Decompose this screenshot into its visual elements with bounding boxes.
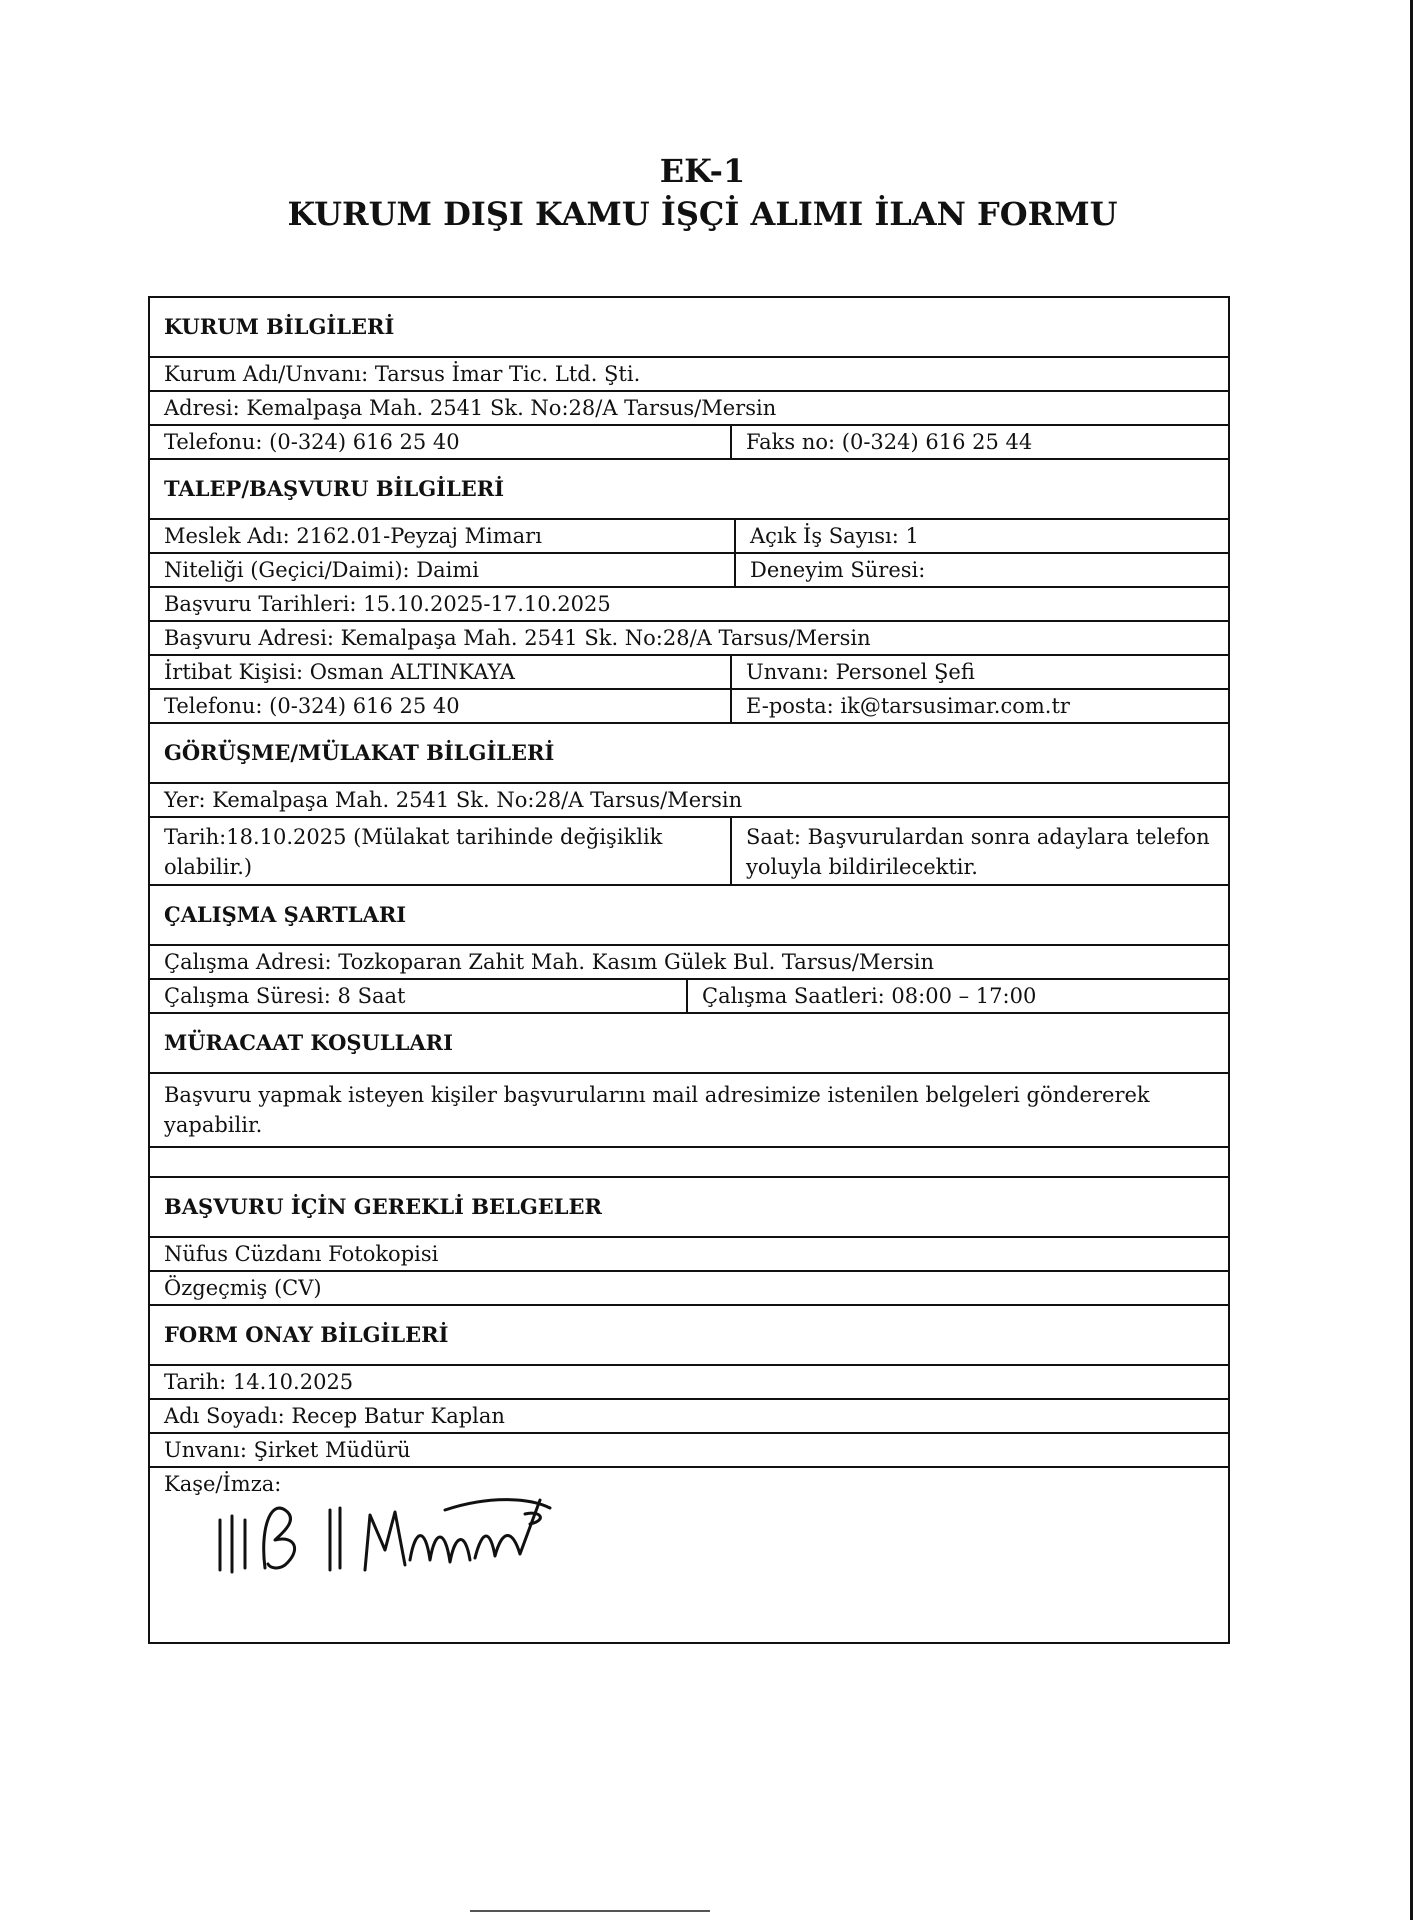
row-kase-imza — [150, 1468, 1228, 1642]
muracaat-kosullari: Başvuru yapmak isteyen kişiler başvurularını mail adresimize istenilen belgeleri göndererek yapabilir. — [164, 1083, 1150, 1137]
row-basvuru-adresi — [150, 622, 1228, 656]
irtibat-unvan: Unvanı: Personel Şefi — [730, 656, 1228, 688]
row-gorusme-yer — [150, 784, 1228, 818]
row-kurum-adi — [150, 358, 1228, 392]
meslek-adi: Meslek Adı: 2162.01-Peyzaj Mimarı — [164, 524, 542, 548]
section-title: FORM ONAY BİLGİLERİ — [164, 1322, 449, 1347]
irtibat-kisisi: İrtibat Kişisi: Osman ALTINKAYA — [164, 660, 515, 684]
row-onay-adi — [150, 1400, 1228, 1434]
kurum-adi: Kurum Adı/Unvanı: Tarsus İmar Tic. Ltd. Şti. — [164, 362, 641, 386]
row-kurum-iletisim — [150, 426, 1228, 460]
row-belge-2 — [150, 1272, 1228, 1306]
calisma-adresi: Çalışma Adresi: Tozkoparan Zahit Mah. Kasım Gülek Bul. Tarsus/Mersin — [164, 950, 934, 974]
section-title: MÜRACAAT KOŞULLARI — [164, 1030, 453, 1055]
onay-unvan: Unvanı: Şirket Müdürü — [164, 1438, 411, 1462]
row-blank — [150, 1148, 1228, 1178]
row-meslek — [150, 520, 1228, 554]
section-title: GÖRÜŞME/MÜLAKAT BİLGİLERİ — [164, 740, 555, 765]
acik-is-sayisi: Açık İş Sayısı: 1 — [734, 520, 1228, 552]
irtibat-eposta: E-posta: ik@tarsusimar.com.tr — [730, 690, 1228, 722]
nitelik: Niteliği (Geçici/Daimi): Daimi — [164, 558, 479, 582]
row-kurum-adres — [150, 392, 1228, 426]
section-talep — [150, 460, 1228, 520]
section-calisma — [150, 886, 1228, 946]
row-irtibat — [150, 656, 1228, 690]
signature-image — [190, 1490, 650, 1580]
calisma-suresi: Çalışma Süresi: 8 Saat — [164, 984, 406, 1008]
section-title: TALEP/BAŞVURU BİLGİLERİ — [164, 476, 505, 501]
form-title: KURUM DIŞI KAMU İŞÇİ ALIMI İLAN FORMU — [287, 195, 1118, 233]
kase-imza-cell — [150, 1468, 1228, 1642]
kurum-adres: Adresi: Kemalpaşa Mah. 2541 Sk. No:28/A Tarsus/Mersin — [164, 396, 777, 420]
row-calisma-adres — [150, 946, 1228, 980]
section-belgeler — [150, 1178, 1228, 1238]
belge-item: Özgeçmiş (CV) — [164, 1276, 322, 1300]
row-onay-tarih — [150, 1366, 1228, 1400]
gorusme-saat: Saat: Başvurulardan sonra adaylara telefon yoluyla bildirilecektir. — [730, 818, 1228, 884]
row-gorusme-zaman — [150, 818, 1228, 886]
annex-label: EK-1 — [659, 152, 746, 190]
section-title: BAŞVURU İÇİN GEREKLİ BELGELER — [164, 1194, 602, 1219]
basvuru-tarihleri: Başvuru Tarihleri: 15.10.2025-17.10.2025 — [164, 592, 611, 616]
section-gorusme — [150, 724, 1228, 784]
kase-imza-label: Kaşe/İmza: — [164, 1472, 282, 1496]
irtibat-telefon: Telefonu: (0-324) 616 25 40 — [164, 694, 460, 718]
onay-adi-soyadi: Adı Soyadı: Recep Batur Kaplan — [164, 1404, 505, 1428]
row-basvuru-tarihleri — [150, 588, 1228, 622]
section-title: KURUM BİLGİLERİ — [164, 314, 395, 339]
scan-mark — [470, 1910, 710, 1912]
section-onay — [150, 1306, 1228, 1366]
deneyim-suresi: Deneyim Süresi: — [734, 554, 1228, 586]
gorusme-yer: Yer: Kemalpaşa Mah. 2541 Sk. No:28/A Tarsus/Mersin — [164, 788, 743, 812]
document-header — [0, 150, 1405, 236]
onay-tarih: Tarih: 14.10.2025 — [164, 1370, 354, 1394]
kurum-faks: Faks no: (0-324) 616 25 44 — [730, 426, 1228, 458]
gorusme-tarih: Tarih:18.10.2025 (Mülakat tarihinde değişiklik olabilir.) — [164, 825, 663, 879]
calisma-saatleri: Çalışma Saatleri: 08:00 – 17:00 — [686, 980, 1228, 1012]
row-muracaat-text — [150, 1074, 1228, 1148]
row-irtibat-iletisim — [150, 690, 1228, 724]
row-calisma-sure — [150, 980, 1228, 1014]
row-nitelik — [150, 554, 1228, 588]
blank-cell — [150, 1148, 1228, 1176]
announcement-form — [148, 296, 1230, 1644]
page-edge — [1410, 0, 1413, 1920]
belge-item: Nüfus Cüzdanı Fotokopisi — [164, 1242, 439, 1266]
row-belge-1 — [150, 1238, 1228, 1272]
kurum-telefon: Telefonu: (0-324) 616 25 40 — [164, 430, 460, 454]
basvuru-adresi: Başvuru Adresi: Kemalpaşa Mah. 2541 Sk. No:28/A Tarsus/Mersin — [164, 626, 871, 650]
section-muracaat — [150, 1014, 1228, 1074]
company-stamp — [150, 1572, 670, 1583]
section-kurum — [150, 298, 1228, 358]
section-title: ÇALIŞMA ŞARTLARI — [164, 902, 407, 927]
row-onay-unvan — [150, 1434, 1228, 1468]
